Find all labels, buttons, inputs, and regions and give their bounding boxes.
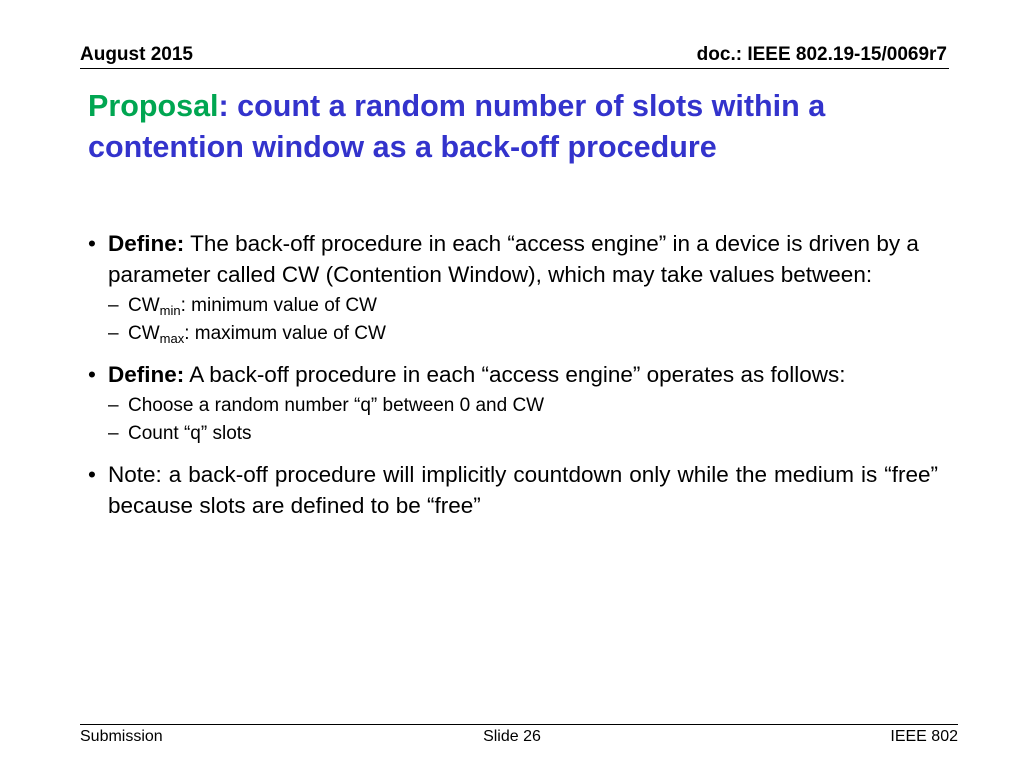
footer-divider (80, 724, 958, 725)
sub-item-choose (88, 394, 938, 418)
header-date: August 2015 (80, 44, 193, 65)
header-divider (80, 68, 949, 69)
bullet-text: Note: a back-off procedure will implicitly countdown only while the medium is “free” because slots are defined to be “free” (108, 462, 938, 518)
bullet-define-procedure (88, 359, 938, 390)
title-keyword: Proposal (88, 89, 219, 123)
sub-item-subscript: max (159, 331, 185, 346)
sub-item-subscript: min (159, 303, 181, 318)
sub-item-cwmax (88, 322, 938, 346)
bullet-note (88, 459, 938, 521)
bullet-text: A back-off procedure in each “access engine” operates as follows: (184, 362, 846, 387)
title-separator: : (218, 89, 229, 123)
bullet-label: Define: (108, 231, 185, 256)
bullet-label: Define: (108, 362, 185, 387)
sub-item-text: : minimum value of CW (180, 295, 377, 316)
bullet-define-cw (88, 228, 938, 290)
slide-title (88, 86, 948, 168)
footer-org: IEEE 802 (890, 728, 958, 745)
sub-item-text: : maximum value of CW (184, 323, 386, 344)
sub-item-text: Choose a random number “q” between 0 and CW (128, 395, 545, 416)
slide-body (88, 228, 938, 521)
sub-item-text: Count “q” slots (128, 423, 252, 444)
footer-slide-number: Slide 26 (483, 728, 541, 745)
sub-item-count (88, 422, 938, 446)
sub-item-base: CW (128, 295, 160, 316)
bullet-text: The back-off procedure in each “access engine” in a device is driven by a parameter called CW (Contention Window), which may take values between: (108, 231, 919, 287)
sub-item-cwmin (88, 294, 938, 318)
footer-submission: Submission (80, 728, 163, 745)
header-doc-id: doc.: IEEE 802.19-15/0069r7 (696, 44, 947, 65)
title-text: count a random number of slots within a contention window as a back-off procedure (88, 89, 826, 164)
sub-item-base: CW (128, 323, 160, 344)
